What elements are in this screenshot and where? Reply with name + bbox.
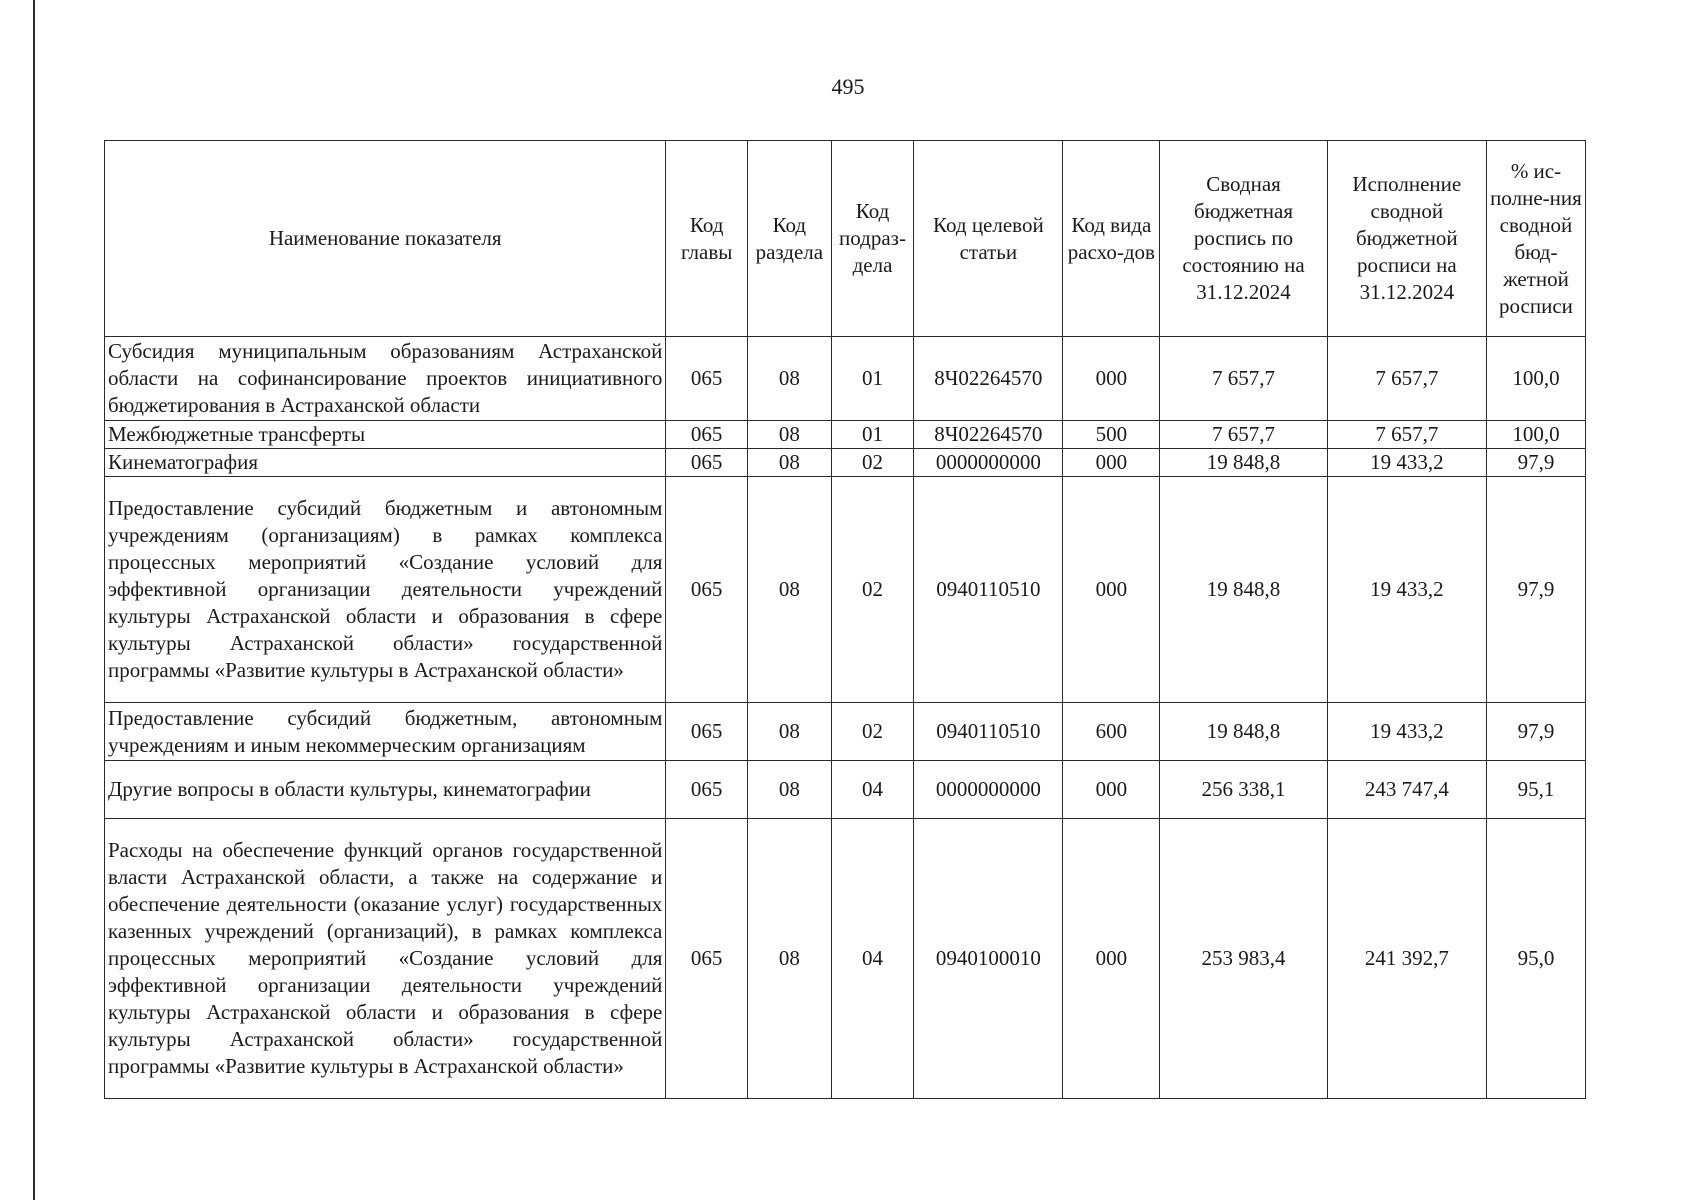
row-plan: 253 983,4 [1160,819,1327,1099]
row-target: 0940100010 [914,819,1063,1099]
row-pct: 97,9 [1486,703,1585,761]
row-exec: 7 657,7 [1327,337,1486,421]
table-row [105,477,1586,703]
row-chapter: 065 [666,449,748,477]
row-exec: 19 433,2 [1327,703,1486,761]
row-pct: 95,0 [1486,819,1585,1099]
row-plan: 19 848,8 [1160,449,1327,477]
row-pct: 95,1 [1486,761,1585,819]
row-subsection: 01 [831,337,914,421]
header-target-code: Код целевой статьи [914,141,1063,337]
row-pct: 100,0 [1486,421,1585,449]
row-target: 0940110510 [914,477,1063,703]
table-row [105,421,1586,449]
row-section: 08 [748,421,832,449]
row-chapter: 065 [666,337,748,421]
row-expense: 000 [1063,449,1160,477]
row-section: 08 [748,449,832,477]
row-target: 0000000000 [914,761,1063,819]
row-name: Другие вопросы в области культуры, кинематографии [105,761,666,819]
row-subsection: 04 [831,761,914,819]
row-subsection: 02 [831,703,914,761]
row-plan: 256 338,1 [1160,761,1327,819]
header-budget-execution: Исполнение сводной бюджетной росписи на 31.12.2024 [1327,141,1486,337]
row-exec: 243 747,4 [1327,761,1486,819]
header-budget-plan: Сводная бюджетная роспись по состоянию на 31.12.2024 [1160,141,1327,337]
row-section: 08 [748,703,832,761]
row-chapter: 065 [666,819,748,1099]
table-header-row [105,141,1586,337]
row-exec: 19 433,2 [1327,477,1486,703]
row-name: Субсидия муниципальным образованиям Астраханской области на софинансирование проектов инициативного бюджетирования в Астраханской области [105,337,666,421]
row-name: Кинематография [105,449,666,477]
binding-margin-line [33,0,35,1200]
table-row [105,449,1586,477]
row-target: 8Ч02264570 [914,337,1063,421]
row-section: 08 [748,819,832,1099]
table-row [105,819,1586,1099]
row-chapter: 065 [666,761,748,819]
row-plan: 19 848,8 [1160,703,1327,761]
row-name: Предоставление субсидий бюджетным и автономным учреждениям (организациям) в рамках комплекса процессных мероприятий «Создание условий для эффективной организации деятельности учреждений культуры Астраханской области и образования в сфере культуры Астраханской области» государственной программы «Развитие культуры в Астраханской области» [105,477,666,703]
table-row [105,337,1586,421]
header-indicator-name: Наименование показателя [105,141,666,337]
page-number: 495 [831,74,865,99]
row-exec: 19 433,2 [1327,449,1486,477]
row-chapter: 065 [666,421,748,449]
row-target: 0940110510 [914,703,1063,761]
row-expense: 000 [1063,761,1160,819]
row-expense: 600 [1063,703,1160,761]
row-plan: 7 657,7 [1160,337,1327,421]
row-exec: 7 657,7 [1327,421,1486,449]
row-pct: 97,9 [1486,449,1585,477]
row-name: Предоставление субсидий бюджетным, автономным учреждениям и иным некоммерческим организациям [105,703,666,761]
row-subsection: 01 [831,421,914,449]
row-expense: 000 [1063,337,1160,421]
row-plan: 7 657,7 [1160,421,1327,449]
row-expense: 500 [1063,421,1160,449]
row-name: Расходы на обеспечение функций органов государственной власти Астраханской области, а также на содержание и обеспечение деятельности (оказание услуг) государственных казенных учреждений (организаций), в рамках комплекса процессных мероприятий «Создание условий для эффективной организации деятельности учреждений культуры Астраханской области и образования в сфере культуры Астраханской области» государственной программы «Развитие культуры в Астраханской области» [105,819,666,1099]
row-expense: 000 [1063,477,1160,703]
row-pct: 97,9 [1486,477,1585,703]
row-name: Межбюджетные трансферты [105,421,666,449]
row-section: 08 [748,761,832,819]
row-chapter: 065 [666,703,748,761]
table-row [105,761,1586,819]
row-subsection: 02 [831,449,914,477]
row-section: 08 [748,337,832,421]
row-chapter: 065 [666,477,748,703]
budget-execution-table [104,140,1586,1099]
row-subsection: 04 [831,819,914,1099]
row-plan: 19 848,8 [1160,477,1327,703]
header-execution-percent: % ис-полне-ния сводной бюд-жетной росписи [1486,141,1585,337]
row-exec: 241 392,7 [1327,819,1486,1099]
header-subsection-code: Код подраз-дела [831,141,914,337]
table-row [105,703,1586,761]
header-expense-type-code: Код вида расхо-дов [1063,141,1160,337]
row-expense: 000 [1063,819,1160,1099]
row-target: 0000000000 [914,449,1063,477]
row-target: 8Ч02264570 [914,421,1063,449]
row-pct: 100,0 [1486,337,1585,421]
header-chapter-code: Код главы [666,141,748,337]
row-subsection: 02 [831,477,914,703]
row-section: 08 [748,477,832,703]
header-section-code: Код раздела [748,141,832,337]
